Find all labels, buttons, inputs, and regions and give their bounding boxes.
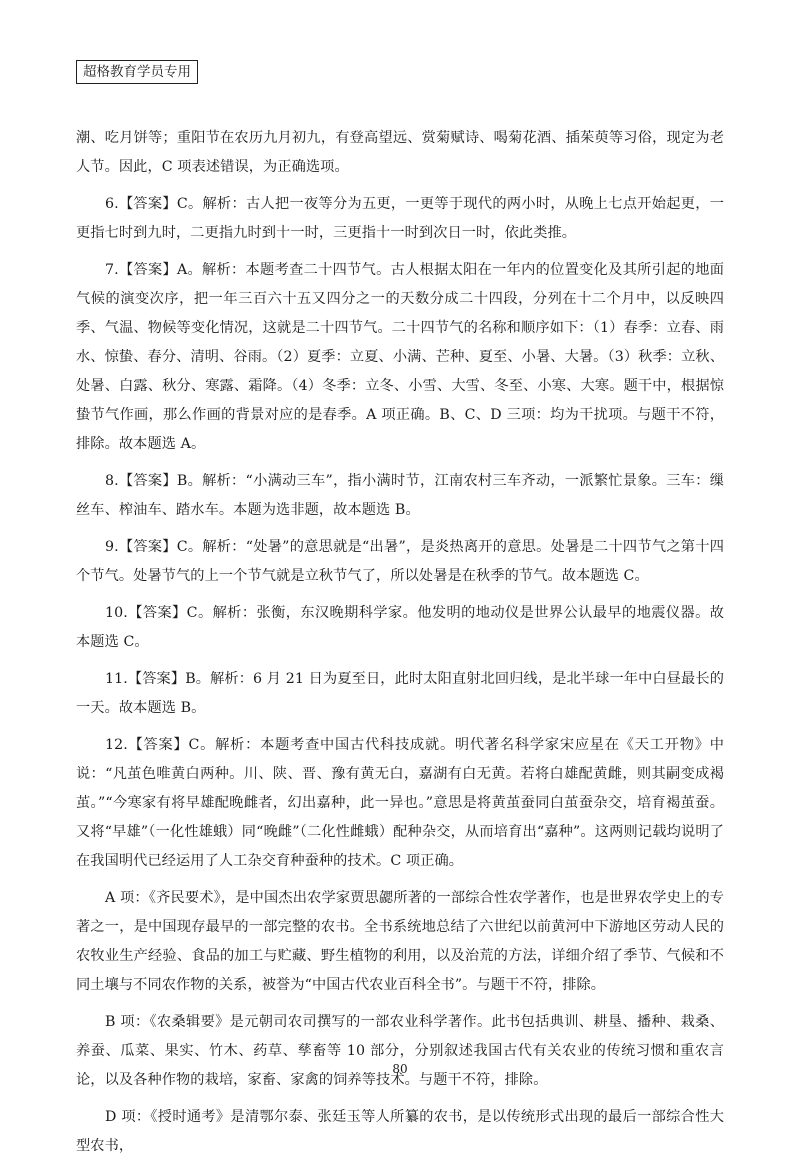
option-d-explanation: D 项：《授时通考》是清鄂尔泰、张廷玉等人所纂的农书，是以传统形式出现的最后一部综合性大型农书， [76, 1109, 724, 1154]
watermark-stamp: 超格教育学员专用 [76, 60, 198, 84]
answer-11: 11.【答案】B。解析：6 月 21 日为夏至日，此时太阳直射北回归线，是北半球一年中白昼最长的一天。故本题选 B。 [76, 671, 724, 716]
page-number: 80 [392, 1062, 408, 1076]
answer-10: 10.【答案】C。解析：张衡，东汉晚期科学家。他发明的地动仪是世界公认最早的地震仪器。故本题选 C。 [76, 605, 724, 650]
option-b-explanation: B 项：《农桑辑要》是元朝司农司撰写的一部农业科学著作。此书包括典训、耕垦、播种、栽桑、养蚕、瓜菜、果实、竹木、药草、孳畜等 10 部分，分别叙述我国古代有关农业的传统习惯和重农言论，以及各种作物的栽培，家畜、家禽的饲养等技术。与题干不符，排除。 [76, 1014, 724, 1088]
answer-9: 9.【答案】C。解析：“处暑”的意思就是“出暑”，是炎热离开的意思。处暑是二十四节气之第十四个节气。处暑节气的上一个节气就是立秋节气了，所以处暑是在秋季的节气。故本题选 C。 [76, 539, 724, 584]
answer-6: 6.【答案】C。解析：古人把一夜等分为五更，一更等于现代的两小时，从晚上七点开始起更，一更指七时到九时，二更指九时到十一时，三更指十一时到次日一时，依此类推。 [76, 196, 724, 241]
document-body [76, 124, 724, 1169]
answer-8: 8.【答案】B。解析：“小满动三车”，指小满时节，江南农村三车齐动，一派繁忙景象。三车：缫丝车、榨油车、踏水车。本题为选非题，故本题选 B。 [76, 473, 724, 518]
answer-12: 12.【答案】C。解析：本题考查中国古代科技成就。明代著名科学家宋应星在《天工开物》中说：“凡茧色唯黄白两种。川、陕、晋、豫有黄无白，嘉湖有白无黄。若将白雄配黄雌，则其嗣变成褐茧。”“今寒家有将早雄配晚雌者，幻出嘉种，此一异也。”意思是将黄茧蚕同白茧蚕杂交，培育褐茧蚕。又将“早雄”（一化性雄蛾）同“晚雌”（二化性雌蛾）配种杂交，从而培育出“嘉种”。这两则记载均说明了在我国明代已经运用了人工杂交育种蚕种的技术。C 项正确。 [76, 737, 724, 869]
option-a-explanation: A 项：《齐民要术》，是中国杰出农学家贾思勰所著的一部综合性农学著作，也是世界农学史上的专著之一，是中国现存最早的一部完整的农书。全书系统地总结了六世纪以前黄河中下游地区劳动人民的农牧业生产经验、食品的加工与贮藏、野生植物的利用，以及治荒的方法，详细介绍了季节、气候和不同土壤与不同农作物的关系，被誉为“中国古代农业百科全书”。与题干不符，排除。 [76, 890, 724, 993]
answer-7: 7.【答案】A。解析：本题考查二十四节气。古人根据太阳在一年内的位置变化及其所引起的地面气候的演变次序，把一年三百六十五又四分之一的天数分成二十四段，分列在十二个月中，以反映四季、气温、物候等变化情况，这就是二十四节气。二十四节气的名称和顺序如下：（1）春季：立春、雨水、惊蛰、春分、清明、谷雨。（2）夏季：立夏、小满、芒种、夏至、小暑、大暑。（3）秋季：立秋、处暑、白露、秋分、寒露、霜降。（4）冬季：立冬、小雪、大雪、冬至、小寒、大寒。题干中，根据惊蛰节气作画，那么作画的背景对应的是春季。A 项正确。B、C、D 三项：均为干扰项。与题干不符，排除。故本题选 A。 [76, 262, 724, 452]
paragraph-continuation: 潮、吃月饼等；重阳节在农历九月初九，有登高望远、赏菊赋诗、喝菊花酒、插茱萸等习俗，现定为老人节。因此，C 项表述错误，为正确选项。 [76, 130, 724, 175]
